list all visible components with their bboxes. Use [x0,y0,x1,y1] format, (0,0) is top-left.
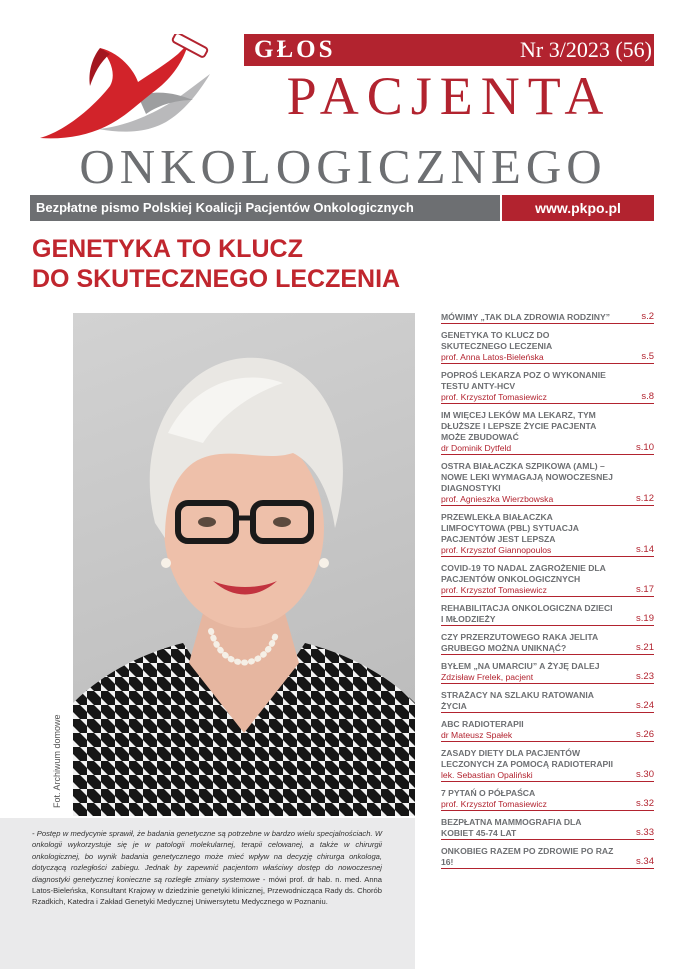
toc-item[interactable] [441,846,654,869]
toc-item-page: s.2 [641,311,654,322]
toc-item-page: s.5 [641,351,654,362]
toc-item-page: s.26 [636,729,654,740]
tagline: Bezpłatne pismo Polskiej Koalicji Pacjentów Onkologicznych [36,200,414,215]
toc-item-title: ONKOBIEG RAZEM PO ZDROWIE PO RAZ 16! [441,846,614,867]
toc-item[interactable] [441,661,654,684]
toc-item[interactable] [441,330,654,364]
caption-attribution: - mówi prof. dr hab. n. med. Anna Latos-Bieleńska, Konsultant Krajowy w dziedzinie genetyki klinicznej, Przewodnicząca Rady ds. Chorób Rzadkich, Katedra i Zakład Genetyki Medycznej Uniwersytetu Medycznego w Poznaniu. [32,874,382,907]
toc-item-page: s.14 [636,544,654,555]
toc-item-title: OSTRA BIAŁACZKA SZPIKOWA (AML) – NOWE LEKI WYMAGAJĄ NOWOCZESNEJ DIAGNOSTYKI [441,461,613,493]
toc-item-page: s.30 [636,769,654,780]
toc-item-title: STRAŻACY NA SZLAKU RATOWANIA ŻYCIA [441,690,594,711]
toc-item-page: s.17 [636,584,654,595]
toc-item-title: ZASADY DIETY DLA PACJENTÓW LECZONYCH ZA POMOCĄ RADIOTERAPII [441,748,614,769]
toc-item-page: s.24 [636,700,654,711]
toc-item-title: REHABILITACJA ONKOLOGICZNA DZIECI I MŁODZIEŻY [441,603,613,624]
toc-item-page: s.32 [636,798,654,809]
toc-item[interactable] [441,370,654,404]
toc-item[interactable] [441,512,654,557]
table-of-contents [441,312,654,875]
masthead-title-pacjenta: PACJENTA [286,66,612,126]
toc-item-author: dr Dominik Dytfeld [441,443,512,453]
headline-line-2: DO SKUTECZNEGO LECZENIA [32,265,401,293]
toc-item-title: POPROŚ LEKARZA POZ O WYKONANIE TESTU ANTY-HCV [441,370,606,391]
toc-item-page: s.10 [636,442,654,453]
photo-credit: Fot. Archiwum domowe [52,714,62,808]
toc-item[interactable] [441,461,654,506]
toc-item-author: prof. Krzysztof Tomasiewicz [441,799,547,809]
toc-item[interactable] [441,410,654,455]
toc-item-page: s.33 [636,827,654,838]
toc-item-title: ABC RADIOTERAPII [441,719,524,729]
toc-item-page: s.8 [641,391,654,402]
toc-item[interactable] [441,788,654,811]
toc-item-author: prof. Agnieszka Wierzbowska [441,494,554,504]
issue-number: Nr 3/2023 (56) [520,37,652,62]
cover-headline [32,234,492,294]
toc-item-page: s.34 [636,856,654,867]
caption-quote: - Postęp w medycynie sprawił, że badania genetyczne są potrzebne w bardzo wielu specjalnościach. W onkologii wykorzystuje się je w patologii molekularnej, terapii celowanej, a także w chirurgii onkologicznej, bo wynik badania genetycznego może mieć wpływ na decyzję chirurga onkologa, dotyczącą rozległości zabiegu. Jednak by zapewnić pacjentom właściwy dostęp do nowoczesnej diagnostyki genetycznej konieczne są rozległe zmiany systemowe [32,829,382,884]
toc-item-title: PRZEWLEKŁA BIAŁACZKA LIMFOCYTOWA (PBL) SYTUACJA PACJENTÓW JEST LEPSZA [441,512,579,544]
toc-item-title: BEZPŁATNA MAMMOGRAFIA DLA KOBIET 45-74 LAT [441,817,582,838]
toc-item[interactable] [441,603,654,626]
toc-item-author: prof. Krzysztof Tomasiewicz [441,392,547,402]
masthead-glos: GŁOS [254,36,336,63]
toc-item-page: s.23 [636,671,654,682]
toc-item-title: MÓWIMY „TAK DLA ZDROWIA RODZINY” [441,312,610,322]
toc-item[interactable] [441,748,654,782]
toc-item-page: s.19 [636,613,654,624]
toc-item-title: GENETYKA TO KLUCZ DO SKUTECZNEGO LECZENIA [441,330,553,351]
toc-item-title: IM WIĘCEJ LEKÓW MA LEKARZ, TYM DŁUŻSZE I LEPSZE ŻYCIE PACJENTA MOŻE ZBUDOWAĆ [441,410,597,442]
toc-item[interactable] [441,690,654,713]
cover-photo [73,313,415,816]
toc-item-title: CZY PRZERZUTOWEGO RAKA JELITA GRUBEGO MOŻNA UNIKNĄĆ? [441,632,598,653]
toc-item-author: prof. Krzysztof Giannopoulos [441,545,552,555]
headline-line-1: GENETYKA TO KLUCZ [32,235,303,263]
toc-item[interactable] [441,563,654,597]
toc-item-author: Zdzisław Frelek, pacjent [441,672,534,682]
toc-item[interactable] [441,312,654,324]
toc-item-author: dr Mateusz Spałek [441,730,513,740]
toc-item-title: COVID-19 TO NADAL ZAGROŻENIE DLA PACJENTÓW ONKOLOGICZNYCH [441,563,606,584]
photo-caption [32,828,382,908]
masthead-title-onkologicznego: ONKOLOGICZNEGO [79,139,607,194]
toc-item[interactable] [441,632,654,655]
toc-item-page: s.12 [636,493,654,504]
toc-item[interactable] [441,719,654,742]
toc-item-author: prof. Anna Latos-Bieleńska [441,352,544,362]
toc-item-title: 7 PYTAŃ O PÓŁPAŚCA [441,788,536,798]
toc-item[interactable] [441,817,654,840]
toc-item-author: prof. Krzysztof Tomasiewicz [441,585,547,595]
toc-item-title: BYŁEM „NA UMARCIU” A ŻYJĘ DALEJ [441,661,600,671]
swallow-logo-icon [38,34,228,154]
toc-item-page: s.21 [636,642,654,653]
website-link[interactable]: www.pkpo.pl [535,200,621,216]
toc-item-author: lek. Sebastian Opaliński [441,770,533,780]
